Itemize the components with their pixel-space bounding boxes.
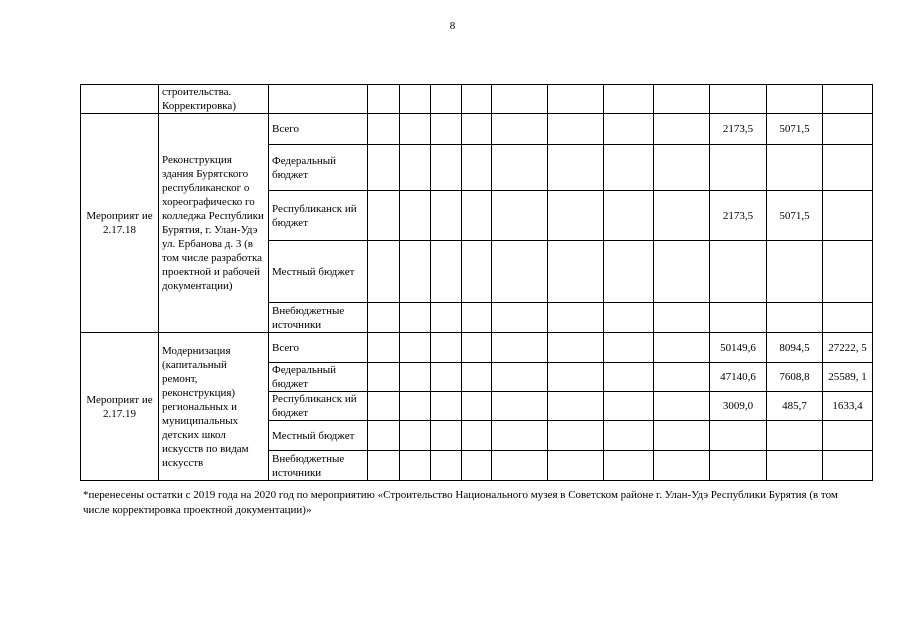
source-cell: Внебюджетные источники <box>269 451 368 481</box>
empty-cell <box>654 241 710 303</box>
source-cell <box>269 85 368 114</box>
empty-cell <box>492 145 548 191</box>
value-cell: 3009,0 <box>710 392 767 421</box>
empty-cell <box>548 145 604 191</box>
value-cell: 5071,5 <box>767 114 823 145</box>
empty-cell <box>548 451 604 481</box>
value-cell: 47140,6 <box>710 363 767 392</box>
empty-cell <box>654 114 710 145</box>
empty-cell <box>400 333 431 363</box>
empty-cell <box>431 191 462 241</box>
source-cell: Местный бюджет <box>269 421 368 451</box>
empty-cell <box>492 333 548 363</box>
value-cell: 25589, 1 <box>823 363 873 392</box>
empty-cell <box>492 363 548 392</box>
empty-cell <box>492 421 548 451</box>
value-cell: 2173,5 <box>710 114 767 145</box>
page-number: 8 <box>449 20 456 32</box>
source-cell: Федеральный бюджет <box>269 363 368 392</box>
value-cell <box>710 145 767 191</box>
value-cell <box>823 451 873 481</box>
budget-table <box>80 84 873 481</box>
empty-cell <box>604 363 654 392</box>
empty-cell <box>431 333 462 363</box>
empty-cell <box>548 303 604 333</box>
value-cell <box>710 241 767 303</box>
empty-cell <box>604 421 654 451</box>
empty-cell <box>368 303 400 333</box>
empty-cell <box>431 145 462 191</box>
empty-cell <box>654 451 710 481</box>
empty-cell <box>492 191 548 241</box>
empty-cell <box>400 421 431 451</box>
value-cell <box>823 421 873 451</box>
empty-cell <box>604 333 654 363</box>
value-cell <box>767 145 823 191</box>
empty-cell <box>548 241 604 303</box>
value-cell: 1633,4 <box>823 392 873 421</box>
empty-cell <box>462 363 492 392</box>
empty-cell <box>462 241 492 303</box>
empty-cell <box>548 363 604 392</box>
description-cell: Модернизация (капитальный ремонт, реконструкция) региональных и муниципальных детских школ искусств по видам искусств <box>159 333 269 481</box>
value-cell <box>823 241 873 303</box>
empty-cell <box>492 451 548 481</box>
value-cell <box>767 421 823 451</box>
empty-cell <box>400 191 431 241</box>
empty-cell <box>368 145 400 191</box>
empty-cell <box>431 114 462 145</box>
empty-cell <box>431 363 462 392</box>
empty-cell <box>462 392 492 421</box>
empty-cell <box>654 145 710 191</box>
empty-cell <box>368 191 400 241</box>
empty-cell <box>431 241 462 303</box>
empty-cell <box>400 451 431 481</box>
value-cell <box>823 191 873 241</box>
empty-cell <box>368 114 400 145</box>
empty-cell <box>654 303 710 333</box>
empty-cell <box>548 392 604 421</box>
empty-cell <box>654 363 710 392</box>
empty-cell <box>431 303 462 333</box>
value-cell: 5071,5 <box>767 191 823 241</box>
value-cell <box>767 451 823 481</box>
empty-cell <box>368 241 400 303</box>
empty-cell <box>368 451 400 481</box>
empty-cell <box>492 114 548 145</box>
source-cell: Внебюджетные источники <box>269 303 368 333</box>
source-cell: Республиканск ий бюджет <box>269 392 368 421</box>
empty-cell <box>462 451 492 481</box>
empty-cell <box>400 114 431 145</box>
value-cell: 27222, 5 <box>823 333 873 363</box>
empty-cell <box>548 421 604 451</box>
empty-cell <box>604 392 654 421</box>
empty-cell <box>431 392 462 421</box>
empty-cell <box>368 421 400 451</box>
empty-cell <box>431 451 462 481</box>
description-cell: Реконструкция здания Бурятского республиканског о хореографическо го колледжа Республики Бурятия, г. Улан-Удэ ул. Ербанова д. 3 (в том числе разработка проектной и рабочей документации) <box>159 114 269 333</box>
empty-cell <box>604 303 654 333</box>
empty-cell <box>492 241 548 303</box>
empty-cell <box>548 333 604 363</box>
empty-cell <box>654 392 710 421</box>
table-body <box>81 85 873 481</box>
source-cell: Республиканск ий бюджет <box>269 191 368 241</box>
value-cell <box>710 421 767 451</box>
value-cell <box>710 451 767 481</box>
empty-cell <box>548 191 604 241</box>
empty-cell <box>368 363 400 392</box>
source-cell: Местный бюджет <box>269 241 368 303</box>
empty-cell <box>462 421 492 451</box>
empty-cell <box>462 303 492 333</box>
footnote: *перенесены остатки с 2019 года на 2020 год по мероприятию «Строительство Национального музея в Советском районе г. Улан-Удэ Республики Бурятия (в том числе корректировка проектной документации)» <box>83 489 838 516</box>
value-cell: 485,7 <box>767 392 823 421</box>
empty-cell <box>604 241 654 303</box>
empty-cell <box>400 303 431 333</box>
value-cell <box>767 303 823 333</box>
empty-cell <box>462 191 492 241</box>
value-cell <box>823 303 873 333</box>
value-cell <box>710 303 767 333</box>
value-cell: 8094,5 <box>767 333 823 363</box>
description-cell: строительства. Корректировка) <box>159 85 269 114</box>
empty-cell <box>400 363 431 392</box>
empty-cell <box>431 421 462 451</box>
empty-cell <box>462 145 492 191</box>
empty-cell <box>604 114 654 145</box>
source-cell: Федеральный бюджет <box>269 145 368 191</box>
empty-cell <box>654 191 710 241</box>
empty-cell <box>654 333 710 363</box>
empty-cell <box>654 421 710 451</box>
empty-cell <box>604 451 654 481</box>
empty-cell <box>462 333 492 363</box>
value-cell: 7608,8 <box>767 363 823 392</box>
value-cell: 2173,5 <box>710 191 767 241</box>
event-code-cell: Мероприят ие 2.17.19 <box>81 333 159 481</box>
table-row <box>81 333 873 363</box>
value-cell <box>767 241 823 303</box>
empty-cell <box>368 333 400 363</box>
empty-cell <box>400 392 431 421</box>
value-cell <box>823 145 873 191</box>
empty-cell <box>604 145 654 191</box>
empty-cell <box>400 145 431 191</box>
empty-cell <box>462 114 492 145</box>
event-code-cell: Мероприят ие 2.17.18 <box>81 114 159 333</box>
value-cell <box>823 114 873 145</box>
table-row <box>81 114 873 145</box>
empty-cell <box>368 392 400 421</box>
source-cell: Всего <box>269 114 368 145</box>
empty-cell <box>400 241 431 303</box>
table-row <box>81 85 873 114</box>
empty-cell <box>492 303 548 333</box>
value-cell: 50149,6 <box>710 333 767 363</box>
empty-cell <box>492 392 548 421</box>
source-cell: Всего <box>269 333 368 363</box>
empty-cell <box>604 191 654 241</box>
empty-cell <box>548 114 604 145</box>
event-code-cell <box>81 85 159 114</box>
